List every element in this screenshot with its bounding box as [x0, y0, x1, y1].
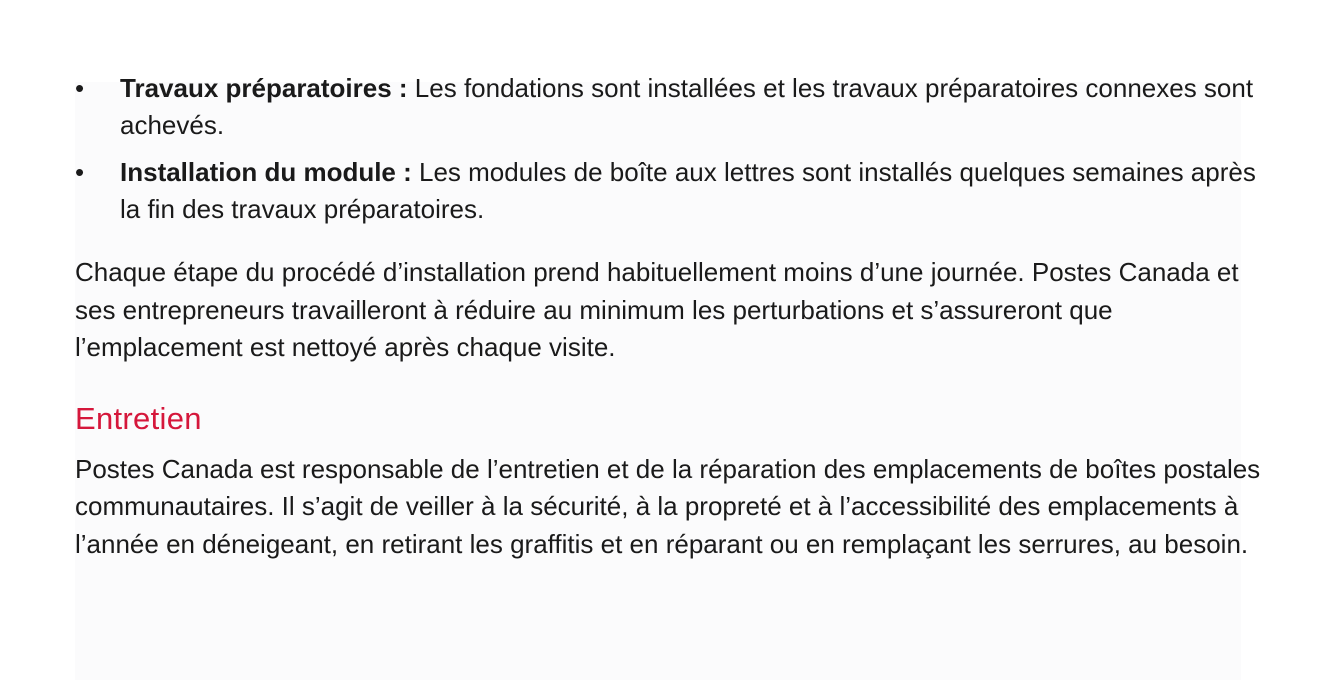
step-term: Travaux préparatoires : — [120, 73, 408, 103]
maintenance-heading: Entretien — [75, 400, 202, 436]
step-description: Les fondations sont installées et les travaux préparatoires connexes sont achevés. — [120, 73, 1254, 140]
list-item — [75, 154, 1265, 228]
document-content — [75, 70, 1265, 563]
installation-steps-list — [75, 70, 1265, 228]
bullet-icon: • — [75, 73, 85, 103]
list-item — [75, 70, 1265, 144]
step-term: Installation du module : — [120, 157, 412, 187]
bullet-icon: • — [75, 157, 85, 187]
step-description: Les modules de boîte aux lettres sont installés quelques semaines après la fin des travaux préparatoires. — [120, 157, 1256, 224]
maintenance-paragraph: Postes Canada est responsable de l’entretien et de la réparation des emplacements de boîtes postales communautaires. Il s’agit de veiller à la sécurité, à la propreté et à l’accessibilité des emplacements à l’année en déneigeant, en retirant les graffitis et en réparant ou en remplaçant les serrures, au besoin. — [75, 453, 1261, 559]
process-paragraph: Chaque étape du procédé d’installation prend habituellement moins d’une journée. Postes Canada et ses entrepreneurs travailleront à réduire au minimum les perturbations et s’assureront que l’emplacement est nettoyé après chaque visite. — [75, 257, 1239, 362]
